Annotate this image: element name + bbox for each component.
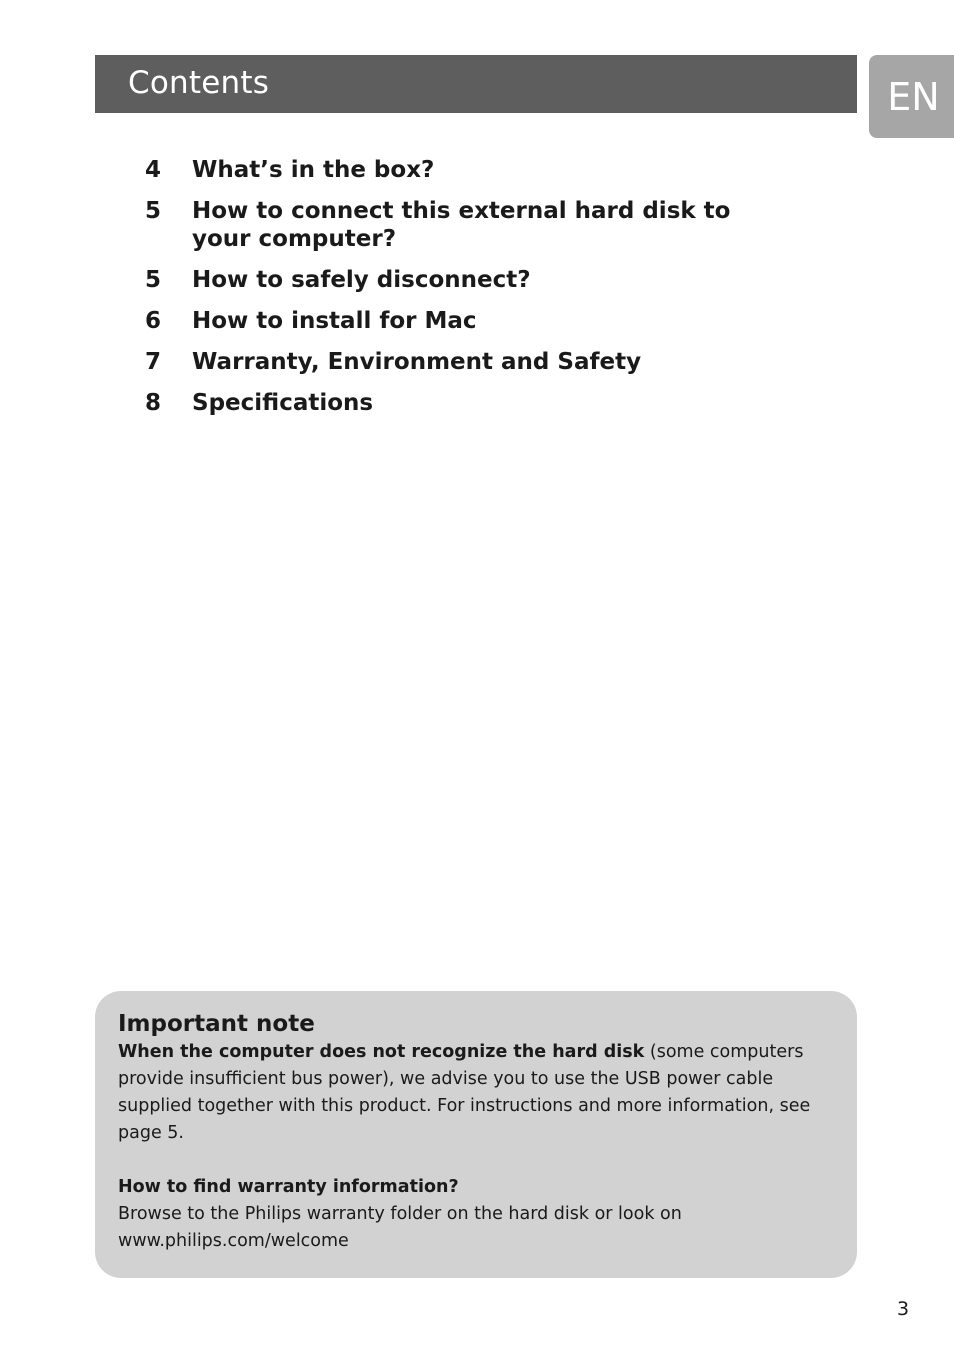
toc-item [145,266,765,294]
toc-item [145,307,765,335]
language-tab: EN [869,55,954,138]
toc-entry-text: Warranty, Environment and Safety [192,349,642,375]
important-note-lead: When the computer does not recognize the hard disk [118,1042,645,1062]
toc-item [145,156,765,184]
toc-page-number: 4 [145,157,162,183]
contents-header-bar [95,55,857,113]
important-note-box [95,991,857,1278]
toc-item [145,389,765,417]
toc-page-number: 5 [145,267,162,293]
important-note-body: (some computers provide insufficient bus power), we advise you to use the USB power cable supplied together with this product. For instructions and more information, see page 5. [118,1042,811,1143]
toc-item [145,348,765,376]
toc-page-number: 6 [145,308,162,334]
table-of-contents [145,156,765,430]
warranty-text: Browse to the Philips warranty folder on the hard disk or look on www.philips.com/welcome [118,1204,682,1251]
toc-entry-text: How to install for Mac [192,308,477,334]
toc-entry-text: How to safely disconnect? [192,267,531,293]
toc-entry-text: What’s in the box? [192,157,435,183]
important-note-paragraph [118,1039,835,1147]
toc-entry-text: How to connect this external hard disk to your computer? [192,198,731,252]
toc-item [145,197,765,253]
toc-page-number: 5 [145,198,162,224]
toc-entry-text: Specifications [192,390,374,416]
page-number: 3 [897,1298,910,1320]
toc-page-number: 7 [145,349,162,375]
toc-page-number: 8 [145,390,162,416]
important-note-title: Important note [118,1011,315,1037]
page-title: Contents [128,65,270,101]
note-spacer [118,1147,835,1174]
warranty-heading: How to find warranty information? [118,1177,459,1197]
